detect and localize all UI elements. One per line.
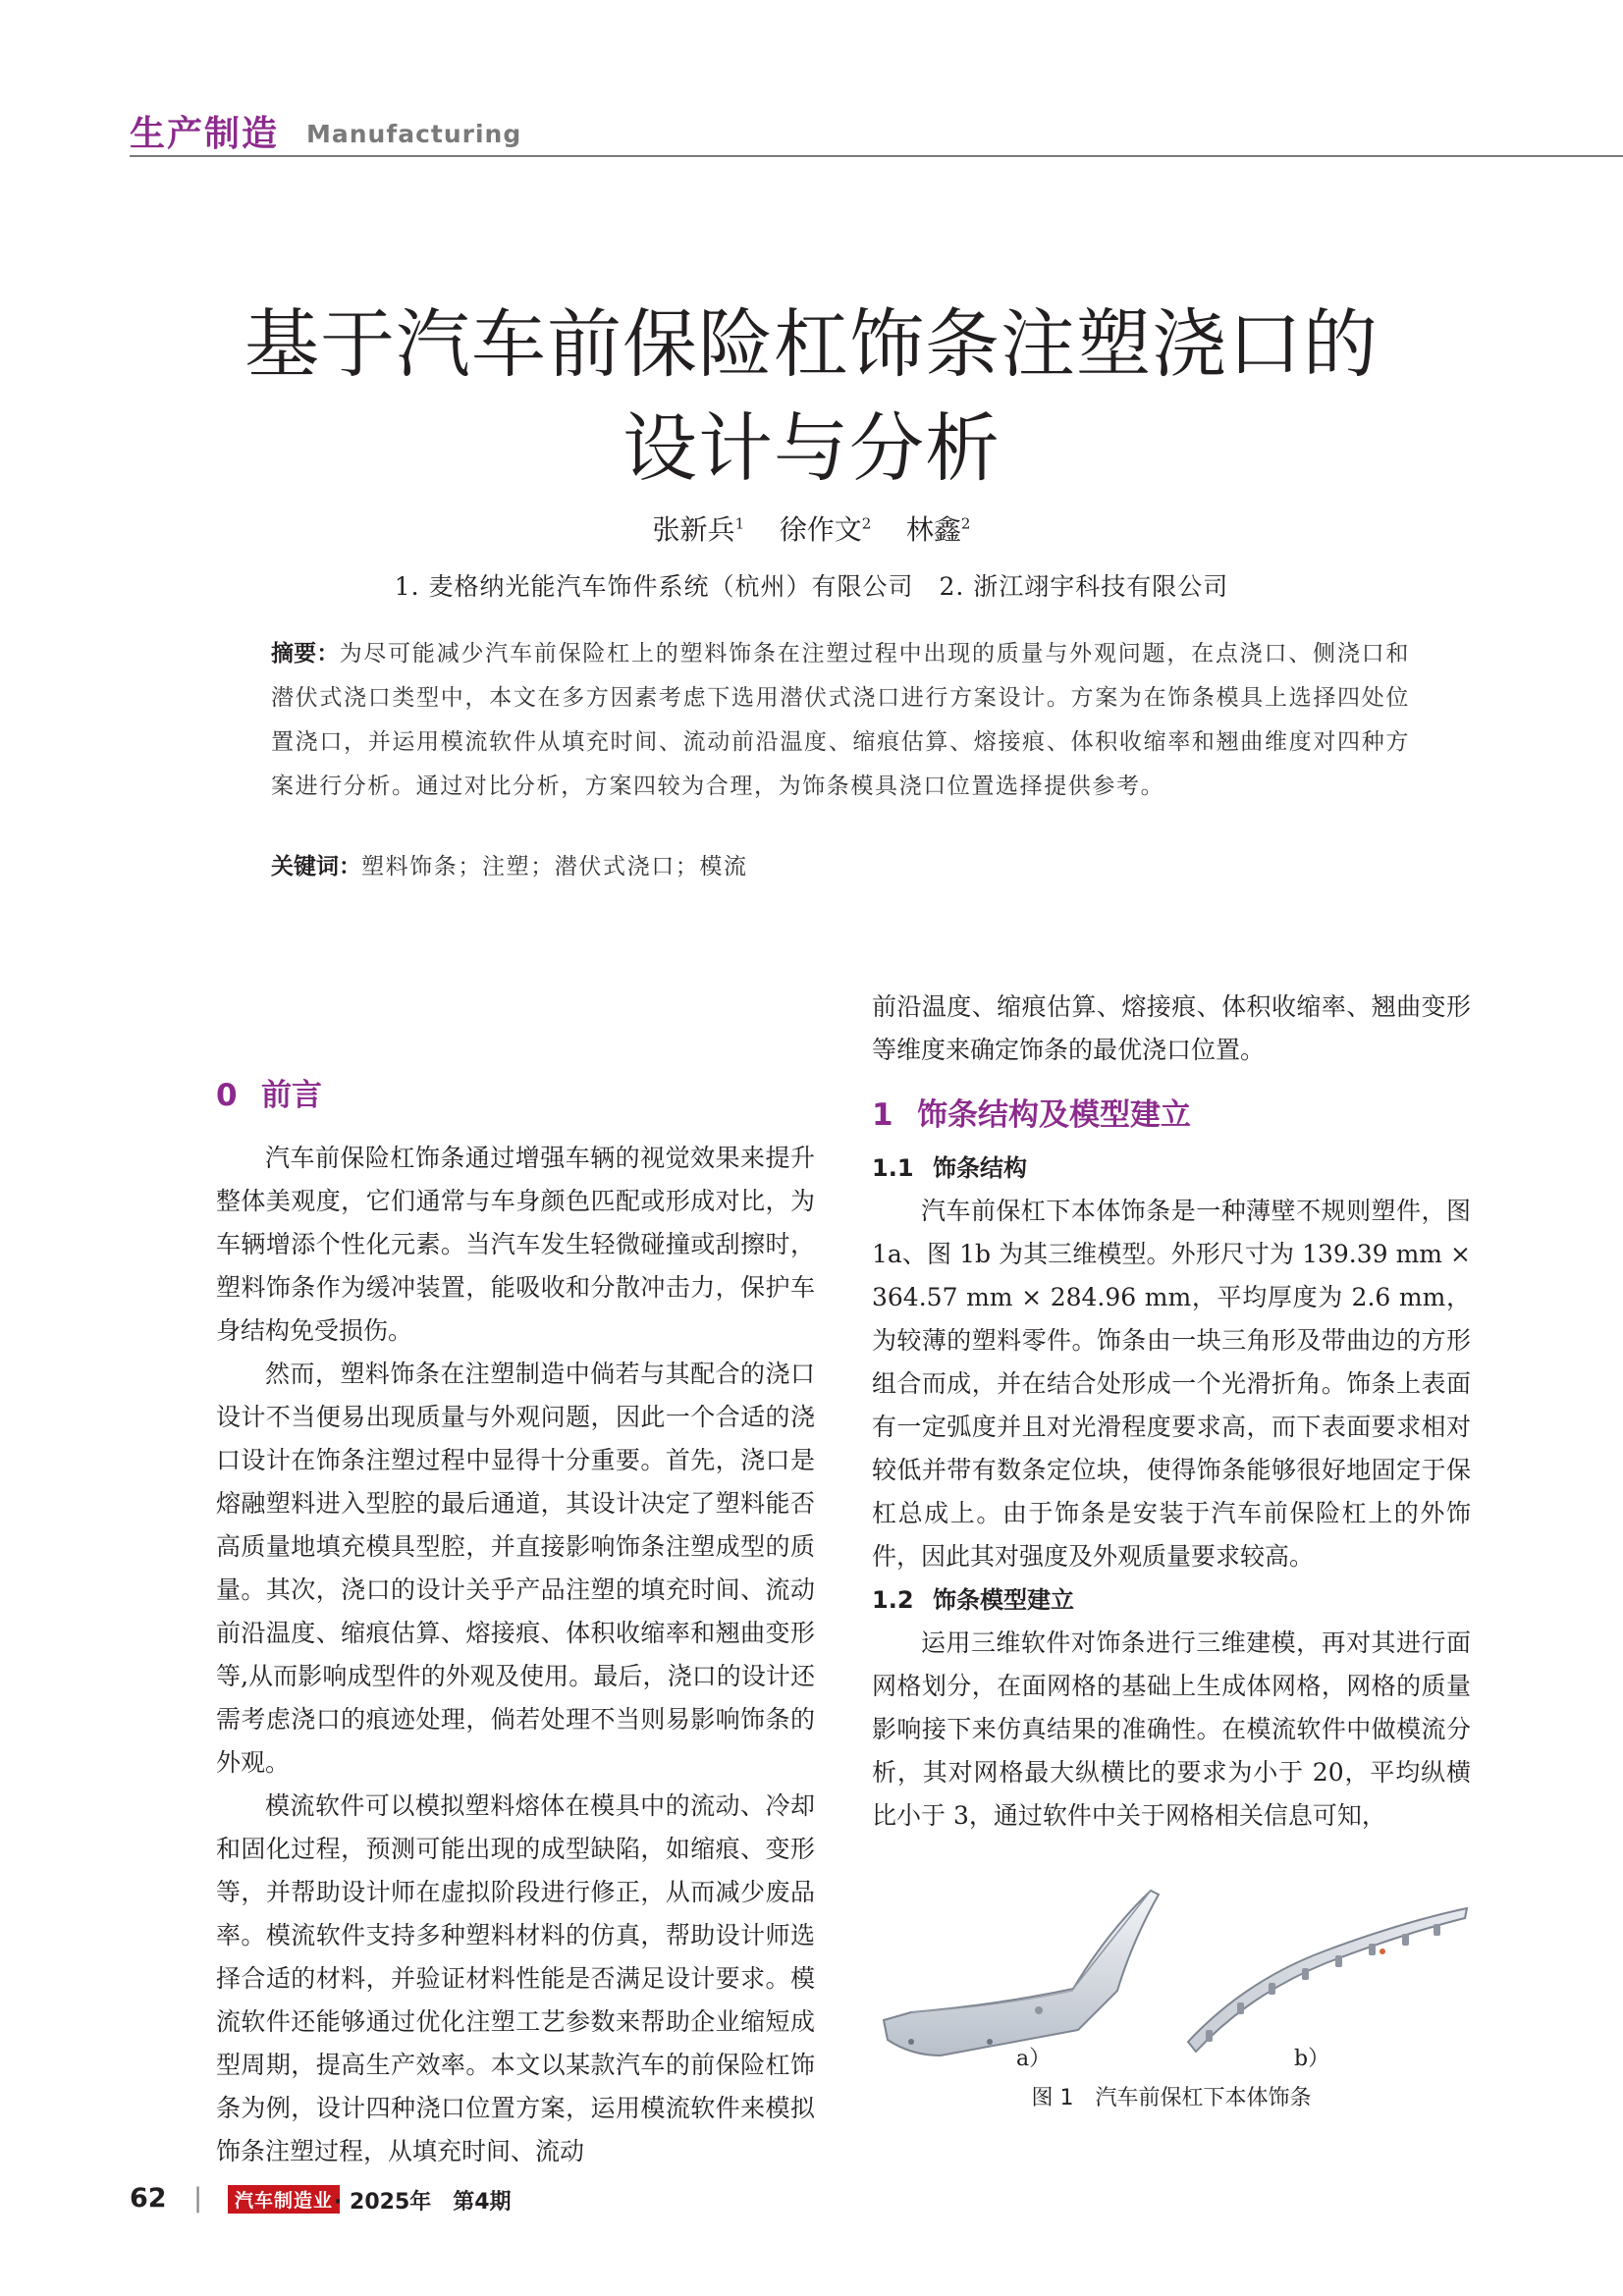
subsection-title: 饰条结构 <box>933 1154 1027 1182</box>
affiliations: 1. 麦格纳光能汽车饰件系统（杭州）有限公司 2. 浙江翊宇科技有限公司 <box>394 572 1229 601</box>
author-affiliation-mark: 2 <box>861 514 872 533</box>
subsection-title: 饰条模型建立 <box>933 1586 1074 1614</box>
author-name: 张新兵 <box>652 513 735 546</box>
author-name: 徐作文 <box>779 513 862 546</box>
author-affiliation-mark: 2 <box>960 514 971 533</box>
section-number: 1 <box>872 1097 893 1133</box>
section-label: 生产制造 <box>130 114 280 154</box>
paragraph: 汽车前保杠下本体饰条是一种薄壁不规则塑件，图 1a、图 1b 为其三维模型。外形尺寸为 139.39 mm × 364.57 mm × 284.96 mm，平均厚度为 2.6 mm，为较薄的塑料零件。饰条由一块三角形及带曲边的方形组合而成，并在结合处形成一个光滑折角。饰条上表面有一定弧度并且对光滑程度要求高，而下表面要求相对较低并带有数条定位块，使得饰条能够很好地固定于保杠总成上。由于饰条是安装于汽车前保险杠上的外饰件，因此其对强度及外观质量要求较高。 <box>872 1197 1471 1571</box>
figure-1-images <box>872 1873 1471 2069</box>
author-affiliation-mark: 1 <box>734 514 745 533</box>
header-rule <box>130 155 1623 157</box>
paragraph: 运用三维软件对饰条进行三维建模，再对其进行面网格划分，在面网格的基础上生成体网格，网格的质量影响接下来仿真结果的准确性。在模流软件中做模流分析，其对网格最大纵横比的要求为小于 20，平均纵横比小于 3，通过软件中关于网格相关信息可知， <box>872 1629 1471 1830</box>
subsection-number: 1.1 <box>872 1154 914 1182</box>
author-list <box>0 508 1623 548</box>
keywords-text: 塑料饰条；注塑；潜伏式浇口；模流 <box>361 854 748 880</box>
paragraph-continued: 前沿温度、缩痕估算、熔接痕、体积收缩率、翘曲变形等维度来确定饰条的最优浇口位置。 <box>872 992 1471 1064</box>
section-label-english: Manufacturing <box>306 120 522 148</box>
section-title: 饰条结构及模型建立 <box>917 1097 1191 1133</box>
section-title: 前言 <box>261 1078 322 1113</box>
bumper-trim-models <box>872 1873 1471 2069</box>
article-title-line-2: 设计与分析 <box>622 404 1001 492</box>
section-number: 0 <box>216 1078 238 1113</box>
paragraph: 模流软件可以模拟塑料熔体在模具中的流动、冷却和固化过程，预测可能出现的成型缺陷，如缩痕、变形等，并帮助设计师在虚拟阶段进行修正，从而减少废品率。模流软件支持多种塑料材料的仿真，帮助设计师选择合适的材料，并验证材料性能是否满足设计要求。模流软件还能够通过优化注塑工艺参数来帮助企业缩短成型周期，提高生产效率。本文以某款汽车的前保险杠饰条为例，设计四种浇口位置方案，运用模流软件来模拟饰条注塑过程，从填充时间、流动 <box>216 1791 815 2165</box>
paragraph: 汽车前保险杠饰条通过增强车辆的视觉效果来提升整体美观度，它们通常与车身颜色匹配或形成对比，为车辆增添个性化元素。当汽车发生轻微碰撞或刮擦时，塑料饰条作为缓冲装置，能吸收和分散冲击力，保护车身结构免受损伤。 <box>216 1144 815 1345</box>
subsection-number: 1.2 <box>872 1586 914 1614</box>
article-title-line-1: 基于汽车前保险杠饰条注塑浇口的 <box>244 300 1379 388</box>
page-number: 62 <box>130 2183 167 2214</box>
author-name: 林鑫 <box>905 513 961 546</box>
journal-logo: 汽车制造业 <box>228 2185 340 2214</box>
keywords-label: 关键词： <box>271 854 361 880</box>
body-column-left <box>216 1074 815 2173</box>
paragraph: 然而，塑料饰条在注塑制造中倘若与其配合的浇口设计不当便易出现质量与外观问题，因此一个合适的浇口设计在饰条注塑过程中显得十分重要。首先，浇口是熔融塑料进入型腔的最后通道，其设计决定了塑料能否高质量地填充模具型腔，并直接影响饰条注塑成型的质量。其次，浇口的设计关乎产品注塑的填充时间、流动前沿温度、缩痕估算、熔接痕、体积收缩率和翘曲变形等,从而影响成型件的外观及使用。最后，浇口的设计还需考虑浇口的痕迹处理，倘若处理不当则易影响饰条的外观。 <box>216 1360 815 1777</box>
figure-subcaption-a: a） <box>1016 2047 1052 2071</box>
figure-subcaption-b: b） <box>1294 2047 1330 2071</box>
keywords <box>271 848 1351 881</box>
figure-caption: 图 1 汽车前保杠下本体饰条 <box>1031 2086 1312 2110</box>
abstract <box>271 632 1410 809</box>
trim-model-a <box>884 1891 1159 2056</box>
subsection-heading <box>872 1147 1471 1190</box>
section-heading <box>216 1074 815 1117</box>
abstract-text: 为尽可能减少汽车前保险杠上的塑料饰条在注塑过程中出现的质量与外观问题，在点浇口、侧浇口和潜伏式浇口类型中，本文在多方因素考虑下选用潜伏式浇口进行方案设计。方案为在饰条模具上选择四处位置浇口，并运用模流软件从填充时间、流动前沿温度、缩痕估算、熔接痕、体积收缩率和翘曲维度对四种方案进行分析。通过对比分析，方案四较为合理，为饰条模具浇口位置选择提供参考。 <box>271 641 1410 799</box>
body-column-right <box>872 986 1471 1838</box>
footer-divider: | <box>193 2183 203 2214</box>
abstract-label: 摘要： <box>271 641 340 667</box>
subsection-heading <box>872 1578 1471 1622</box>
issue-info: · 2025年 第4期 <box>334 2190 512 2215</box>
section-heading <box>872 1094 1471 1137</box>
trim-model-b <box>1188 1908 1467 2052</box>
